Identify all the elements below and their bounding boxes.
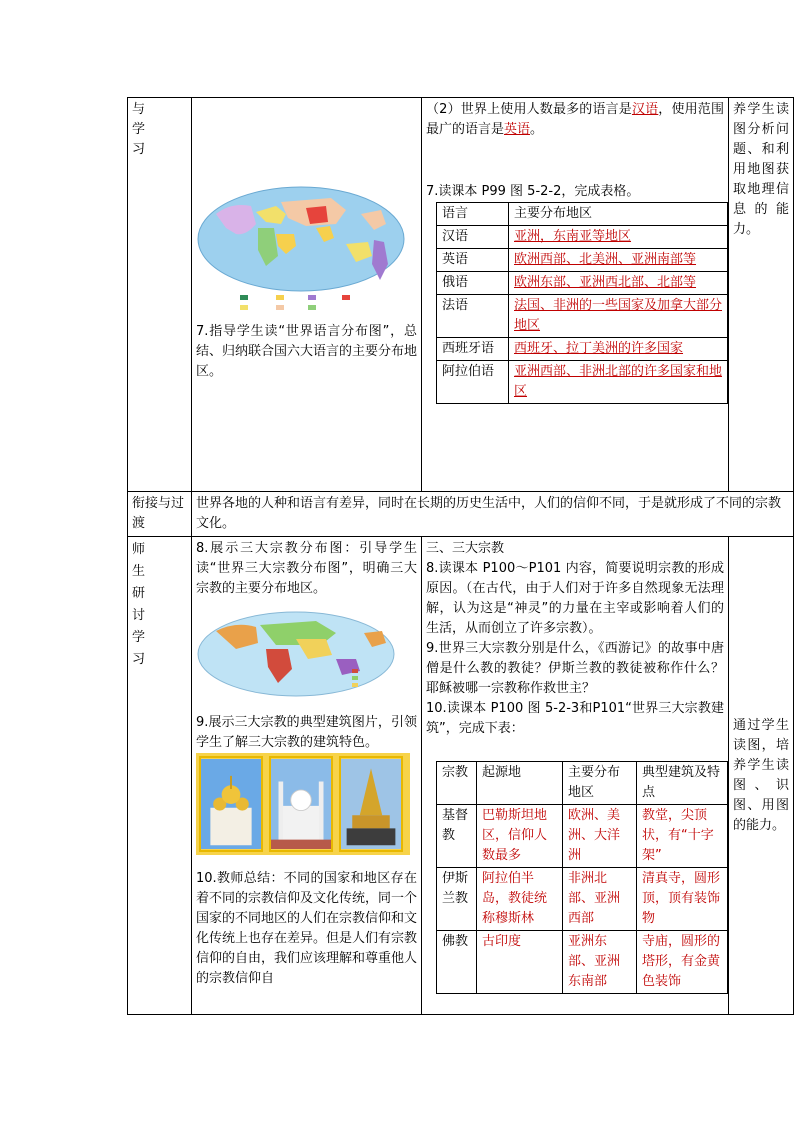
language-area: 欧洲西部、北美洲、亚洲南部等 [509, 249, 728, 272]
language-row [437, 338, 728, 361]
religious-buildings-photos [196, 753, 410, 855]
goal-cell-1: 养学生读图分析问题、和利用地图获取地理信息的能力。 [729, 98, 794, 492]
goal-cell-2: 通过学生读图，培养学生读图、识图、用图的能力。 [729, 537, 794, 1015]
religion-name: 基督教 [437, 805, 477, 868]
language-area: 亚洲，东南亚等地区 [509, 226, 728, 249]
question-7: 7.读课本 P99 图 5-2-2，完成表格。 [426, 184, 640, 199]
language-name: 西班牙语 [437, 338, 509, 361]
religion-origin: 古印度 [477, 931, 563, 994]
religion-area: 亚洲东部、亚洲东南部 [563, 931, 637, 994]
language-row [437, 226, 728, 249]
student-question-8: 8.读课本 P100～P101 内容，简要说明宗教的形成原因。（在古代，由于人们对于许多自然现象无法理解，认为这是“神灵”的力量在主宰或影响着人们的生活，从而创立了许多宗教）。 [426, 561, 724, 636]
row-label-transition: 衔接与过渡 [128, 492, 192, 537]
religion-origin: 阿拉伯半岛，教徒统称穆斯林 [477, 868, 563, 931]
teacher-activity-cell [192, 98, 422, 492]
language-row [437, 272, 728, 295]
religion-area: 非洲北部、亚洲西部 [563, 868, 637, 931]
religion-row [437, 805, 728, 868]
language-row [437, 295, 728, 338]
religion-row [437, 931, 728, 994]
religion-name: 伊斯兰教 [437, 868, 477, 931]
religion-row [437, 868, 728, 931]
religion-area: 欧洲、美洲、大洋洲 [563, 805, 637, 868]
origin-header: 起源地 [477, 762, 563, 805]
language-name: 阿拉伯语 [437, 361, 509, 404]
world-language-map [196, 184, 406, 316]
language-name: 法语 [437, 295, 509, 338]
religion-map [196, 609, 396, 699]
student-activity-cell-2 [422, 537, 729, 1015]
religion-origin: 巴勒斯坦地区，信仰人数最多 [477, 805, 563, 868]
row-transition [128, 492, 794, 537]
language-name: 俄语 [437, 272, 509, 295]
language-header: 语言 [437, 203, 509, 226]
teacher-instruction-7: 7.指导学生读“世界语言分布图”，总结、归纳联合国六大语言的主要分布地区。 [196, 324, 418, 379]
question-2: （2）世界上使用人数最多的语言是汉语，使用范围最广的语言是英语。 [426, 102, 724, 137]
architecture-header: 典型建筑及特点 [637, 762, 728, 805]
language-area: 欧洲东部、亚洲西北部、北部等 [509, 272, 728, 295]
language-table [436, 202, 728, 404]
religion-architecture: 寺庙，圆形的塔形，有金黄色装饰 [637, 931, 728, 994]
student-question-10: 10.读课本 P100 图 5-2-3和P101“世界三大宗教建筑”，完成下表： [426, 701, 724, 736]
language-area: 法国、非洲的一些国家及加拿大部分地区 [509, 295, 728, 338]
teacher-instruction-10: 10.教师总结：不同的国家和地区存在着不同的宗教信仰及文化传统，同一个国家的不同地区的人们在宗教信仰和文化传统上也存在差异。但是人们有宗教信仰的自由，我们应该理解和尊重他人的宗教信仰自 [196, 871, 418, 986]
transition-text: 世界各地的人种和语言有差异，同时在长期的历史生活中，人们的信仰不同，于是就形成了不同的宗教文化。 [192, 492, 794, 537]
language-area: 亚洲西部、非洲北部的许多国家和地区 [509, 361, 728, 404]
religion-name: 佛教 [437, 931, 477, 994]
student-activity-cell [422, 98, 729, 492]
lesson-table [127, 97, 794, 1015]
row-label-learning: 与 学 习 [128, 98, 192, 492]
student-question-9: 9.世界三大宗教分别是什么，《西游记》的故事中唐僧是什么教的教徒？伊斯兰教的教徒被称作什么？耶稣被哪一宗教称作救世主？ [426, 641, 724, 696]
row-learning [128, 98, 794, 492]
language-name: 英语 [437, 249, 509, 272]
teacher-instruction-8: 8.展示三大宗教分布图：引导学生读“世界三大宗教分布图”，明确三大宗教的主要分布地区。 [196, 541, 417, 596]
church-photo [199, 756, 263, 852]
language-row [437, 361, 728, 404]
teacher-instruction-9: 9.展示三大宗教的典型建筑图片，引领学生了解三大宗教的建筑特色。 [196, 715, 417, 750]
language-area: 西班牙、拉丁美洲的许多国家 [509, 338, 728, 361]
pagoda-photo [339, 756, 403, 852]
row-label-discussion: 师 生 研 讨 学 习 [128, 537, 192, 1015]
teacher-activity-cell-2 [192, 537, 422, 1015]
row-discussion [128, 537, 794, 1015]
religion-architecture: 清真寺，圆形顶，顶有装饰物 [637, 868, 728, 931]
religion-table [436, 761, 728, 994]
section-title: 三、三大宗教 [426, 541, 505, 556]
religion-architecture: 教堂，尖顶状，有“十字架” [637, 805, 728, 868]
religion-header: 宗教 [437, 762, 477, 805]
area-header: 主要分布地区 [563, 762, 637, 805]
language-row [437, 249, 728, 272]
language-name: 汉语 [437, 226, 509, 249]
mosque-photo [269, 756, 333, 852]
area-header: 主要分布地区 [509, 203, 728, 226]
